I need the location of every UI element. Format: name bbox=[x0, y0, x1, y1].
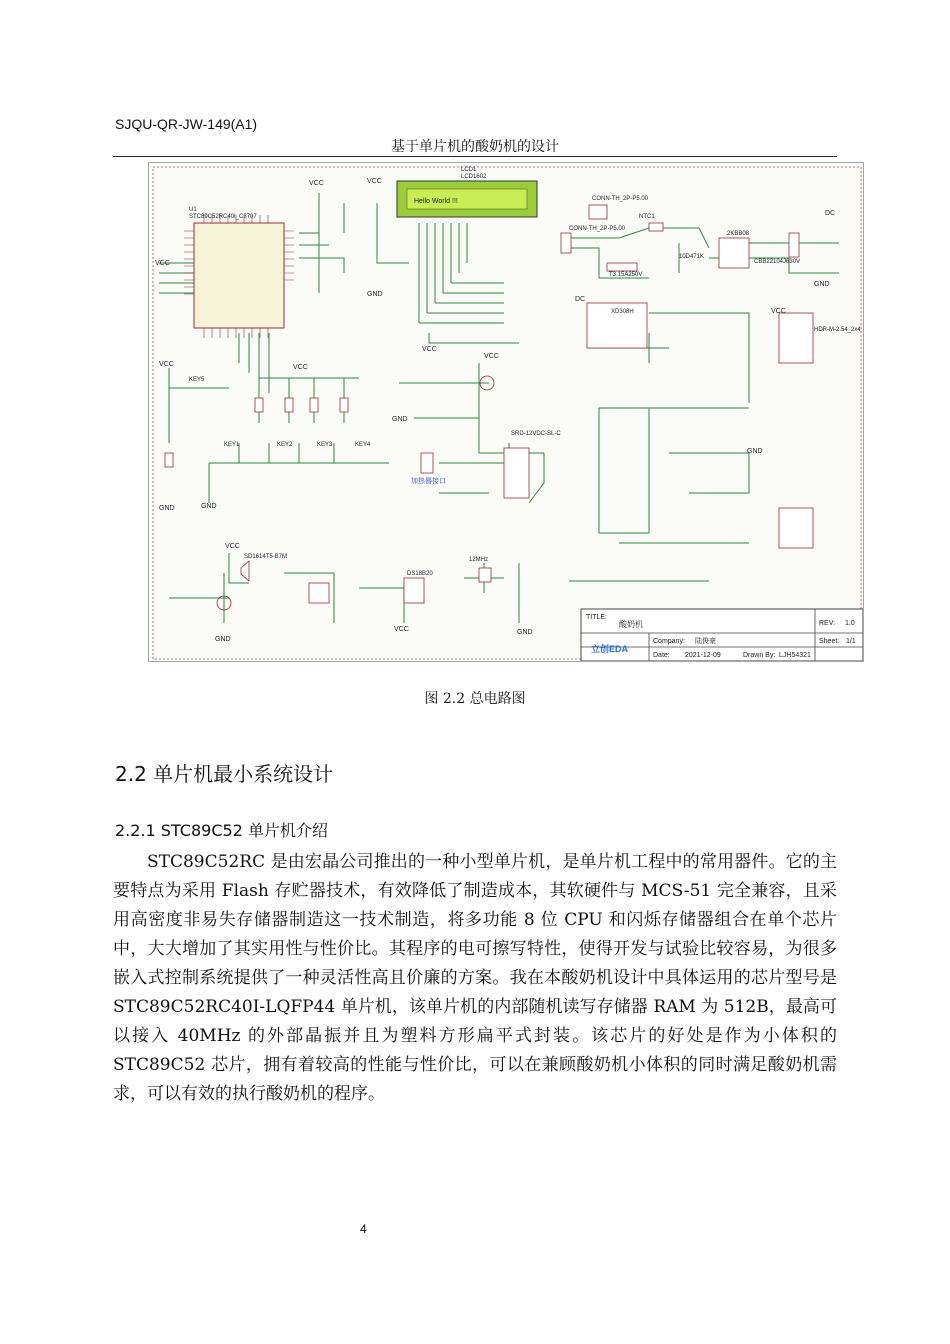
relay-part: SRD-12VDC-SL-C bbox=[511, 431, 561, 437]
drawn-value: LJH54321 bbox=[779, 652, 811, 659]
vcc-label-9: VCC bbox=[394, 626, 409, 633]
title-label: TITLE: bbox=[586, 614, 608, 621]
f1-part: T3.15A250V bbox=[609, 272, 643, 278]
gnd-label-4: GND bbox=[392, 416, 408, 423]
schematic-canvas bbox=[149, 163, 864, 662]
heater-interface-label: 加热器接口 bbox=[411, 478, 446, 485]
gnd-label-2: GND bbox=[159, 505, 175, 512]
company-value: 陆俊豪 bbox=[695, 638, 716, 645]
u1-part: STC89C52RC40I_C8707 bbox=[189, 214, 257, 220]
vcc-label-8: VCC bbox=[225, 543, 240, 550]
dc-label: DC bbox=[575, 296, 586, 303]
sheet-label: Sheet: bbox=[819, 638, 840, 645]
gnd-label-5: GND bbox=[814, 281, 830, 288]
gnd-label-8: GND bbox=[517, 629, 533, 636]
key3-label: KEY3 bbox=[317, 442, 333, 448]
document-code: SJQU-QR-JW-149(A1) bbox=[115, 116, 258, 132]
j1-part: HDR-M-2.54_2x4 bbox=[814, 327, 861, 333]
sheet-value: 1/1 bbox=[846, 638, 856, 645]
rev-label: REV: bbox=[819, 620, 836, 627]
vcc-label-6: VCC bbox=[484, 353, 499, 360]
subsection-heading: 2.2.1 STC89C52 单片机介绍 bbox=[115, 821, 328, 840]
relay-body bbox=[504, 448, 529, 498]
usb1-part: SD1614T5-B7M bbox=[244, 554, 288, 560]
d2-part: 2KBB08 bbox=[727, 231, 750, 237]
lcd-ref: LCD1 bbox=[461, 167, 477, 173]
x1-part: 12MHz bbox=[469, 557, 489, 563]
u3-part: CBB22104J630V bbox=[754, 259, 801, 265]
date-value: 2021-12-09 bbox=[685, 652, 721, 659]
figure-caption: 图 2.2 总电路图 bbox=[424, 691, 526, 707]
h1-connector bbox=[421, 453, 433, 473]
easyeda-logo: 立创EDA bbox=[591, 644, 629, 654]
title-value: 酸奶机 bbox=[619, 620, 643, 629]
company-label: Company: bbox=[653, 638, 685, 645]
key2-label: KEY2 bbox=[277, 442, 293, 448]
vcc-label-10: VCC bbox=[422, 346, 437, 353]
u4-part: XD308H bbox=[611, 309, 634, 315]
keys bbox=[165, 377, 371, 467]
gnd-label-1: GND bbox=[367, 291, 383, 298]
r7-part: 10D471K bbox=[679, 254, 705, 260]
title-block bbox=[581, 609, 863, 661]
vcc-label-5: VCC bbox=[293, 364, 308, 371]
u2-ds18b20 bbox=[404, 578, 424, 603]
header-rule bbox=[113, 156, 837, 157]
j3-header bbox=[309, 583, 329, 603]
rev-value: 1.0 bbox=[845, 620, 855, 627]
vcc-label-4: VCC bbox=[159, 361, 174, 368]
vcc-label-2: VCC bbox=[367, 178, 382, 185]
vcc-label-7: VCC bbox=[771, 308, 786, 315]
lcd1602 bbox=[397, 167, 537, 217]
mcu-u1 bbox=[184, 207, 294, 338]
lcd-screen-text: Hello World !!! bbox=[414, 198, 458, 205]
gnd-label-6: GND bbox=[747, 448, 763, 455]
p1-part: CONN-TH_2P-P5.00 bbox=[592, 196, 649, 202]
section-heading: 2.2 单片机最小系统设计 bbox=[115, 762, 334, 786]
gnd-label-7: GND bbox=[215, 636, 231, 643]
dc-label-top: DC bbox=[825, 210, 836, 217]
key4-label: KEY4 bbox=[355, 442, 371, 448]
key1-label: KEY1 bbox=[224, 442, 240, 448]
drawn-label: Drawn By: bbox=[743, 652, 776, 659]
x1-crystal bbox=[479, 568, 491, 582]
lcd-part: LCD1602 bbox=[461, 174, 487, 180]
u1-ref: U1 bbox=[189, 207, 197, 213]
running-title: 基于单片机的酸奶机的设计 bbox=[391, 139, 559, 155]
body-paragraph: STC89C52RC 是由宏晶公司推出的一种小型单片机，是单片机工程中的常用器件。它的主要特点为采用 Flash 存贮器技术，有效降低了制造成本，其软硬件与 MCS-51 完全兼容，且采用高密度非易失存储器制造这一技术制造，将多功能 8 位 CPU 和闪烁存储器组合在单个芯片中，大大增加了其实用性与性价比。其程序的电可擦写特性，使得开发与试验比较容易，为很多嵌入式控制系统提供了一种灵活性高且价廉的方案。我在本酸奶机设计中具体运用的芯片型号是 STC89C52RC40I-LQFP44 单片机，该单片机的内部随机读写存储器 RAM 为 512B，最高可以接入 40MHz 的外部晶振并且为塑料方形扁平式封装。该芯片的好处是作为小体积的 STC89C52 芯片，拥有着较高的性能与性价比，可以在兼顾酸奶机小体积的同时满足酸奶机需求，可以有效的执行酸奶机的程序。 bbox=[113, 852, 837, 1104]
buzzer-usb1 bbox=[241, 561, 249, 581]
circuit-schematic-figure bbox=[148, 162, 864, 662]
page-number: 4 bbox=[360, 1222, 367, 1236]
u2-part: DS18B20 bbox=[407, 571, 433, 577]
date-label: Date: bbox=[653, 652, 670, 659]
key5-label: KEY5 bbox=[189, 377, 205, 383]
vcc-label-3: VCC bbox=[155, 260, 170, 267]
gnd-label-3: GND bbox=[201, 503, 217, 510]
ntc-ref: NTC1 bbox=[639, 214, 655, 220]
p2-part: CONN-TH_2P-P5.00 bbox=[569, 226, 626, 232]
vcc-label-1: VCC bbox=[309, 180, 324, 187]
